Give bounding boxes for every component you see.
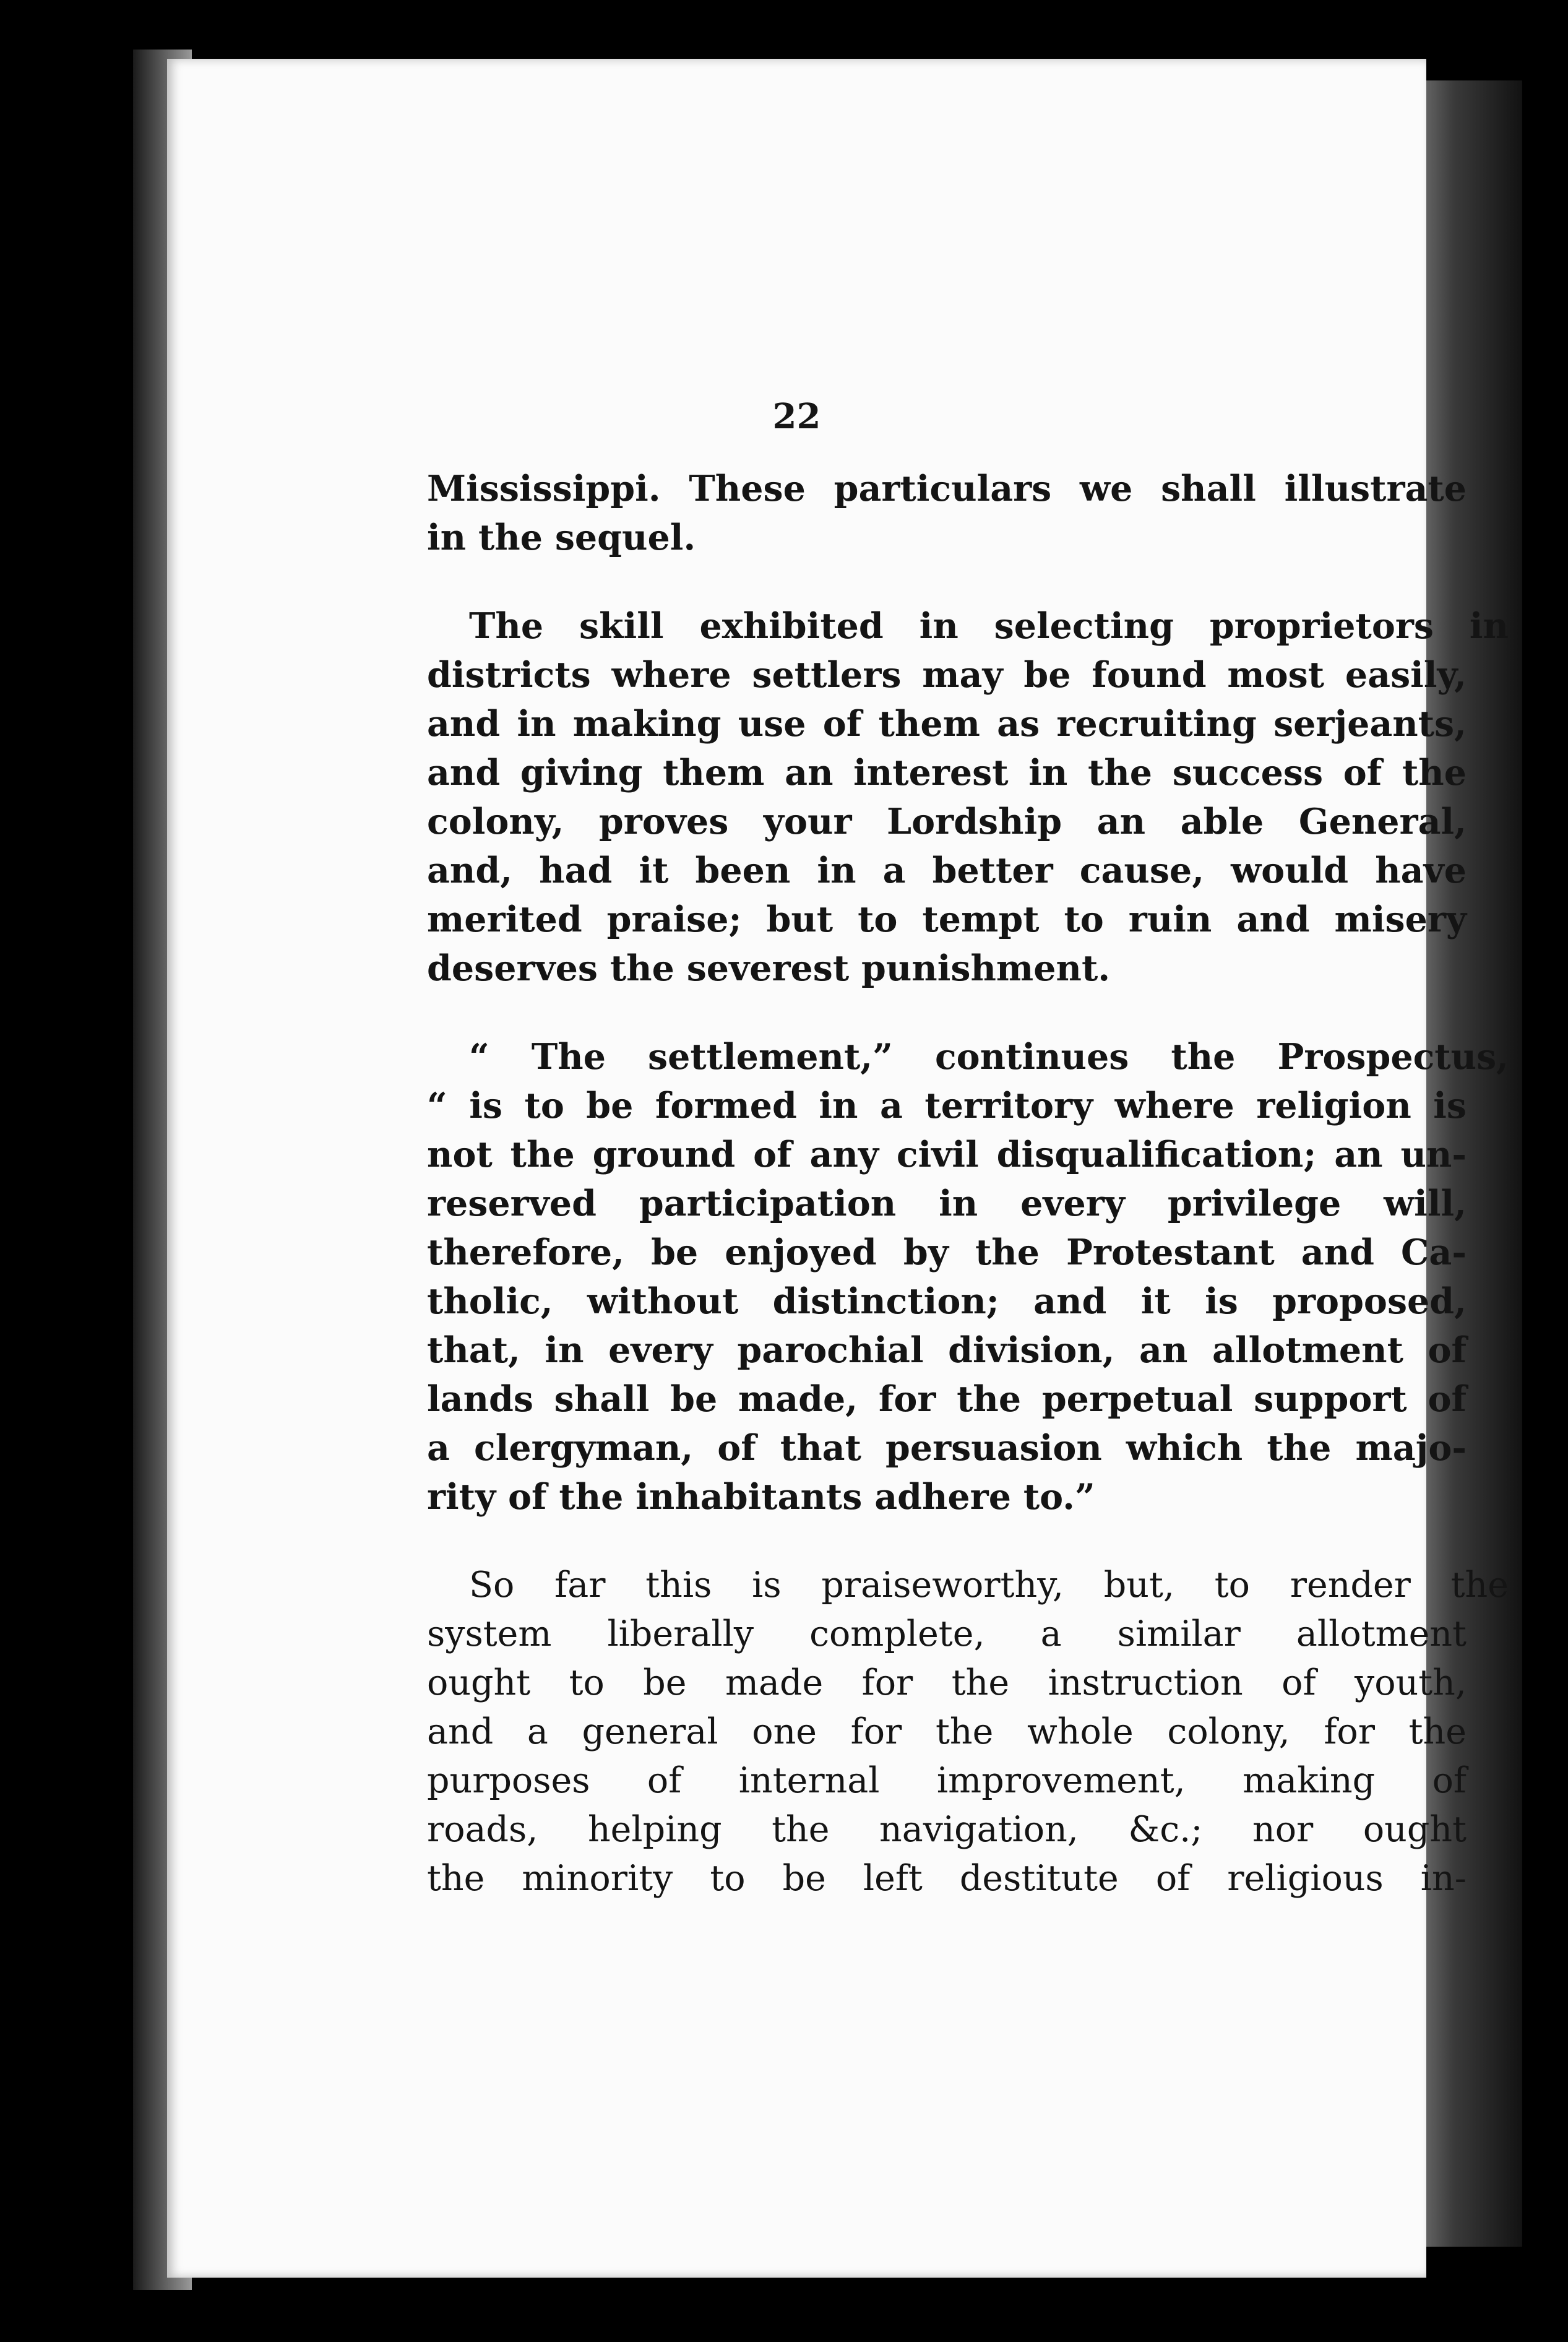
text-line: colony, proves your Lordship an able General, (427, 801, 1467, 842)
text-line: lands shall be made, for the perpetual support of (427, 1378, 1467, 1420)
text-line: tholic, without distinction; and it is proposed, (427, 1281, 1467, 1322)
text-line: and in making use of them as recruiting serjeants, (427, 703, 1467, 745)
paragraph-4 (427, 1561, 1509, 1903)
paragraph-2 (427, 602, 1509, 993)
text-line: rity of the inhabitants adhere to.” (427, 1476, 1095, 1518)
text-line: So far this is praiseworthy, but, to render the (469, 1565, 1509, 1605)
text-line: merited praise; but to tempt to ruin and misery (427, 899, 1467, 940)
text-line: districts where settlers may be found most easily, (427, 654, 1467, 696)
body-text (427, 464, 1509, 1943)
paragraph-3 (427, 1032, 1509, 1521)
text-line: the minority to be left destitute of religious in- (427, 1858, 1467, 1899)
book-page (167, 59, 1509, 2278)
text-line: roads, helping the navigation, &c.; nor ought (427, 1809, 1467, 1850)
text-line: “ The settlement,” continues the Prospectus, (469, 1036, 1509, 1078)
text-line: reserved participation in every privilege will, (427, 1183, 1467, 1224)
page-number: 22 (772, 396, 821, 437)
text-line: purposes of internal improvement, making of (427, 1760, 1467, 1801)
text-line: therefore, be enjoyed by the Protestant and Ca- (427, 1232, 1467, 1273)
text-line: a clergyman, of that persuasion which the majo- (427, 1427, 1467, 1469)
text-line: deserves the severest punishment. (427, 948, 1111, 989)
text-line: not the ground of any civil disqualification; an un- (427, 1134, 1467, 1175)
text-line: and giving them an interest in the success of the (427, 752, 1467, 793)
text-line: “ is to be formed in a territory where religion is (427, 1085, 1467, 1126)
text-line: and a general one for the whole colony, for the (427, 1711, 1467, 1752)
text-line: ought to be made for the instruction of youth, (427, 1662, 1467, 1703)
text-line: that, in every parochial division, an allotment of (427, 1329, 1467, 1371)
text-line: and, had it been in a better cause, would have (427, 850, 1467, 891)
text-line: in the sequel. (427, 517, 696, 558)
text-line: Mississippi. These particulars we shall illustrate (427, 468, 1467, 509)
text-line: The skill exhibited in selecting proprietors in (469, 605, 1509, 647)
paragraph-1 (427, 464, 1467, 562)
text-line: system liberally complete, a similar allotment (427, 1614, 1467, 1654)
